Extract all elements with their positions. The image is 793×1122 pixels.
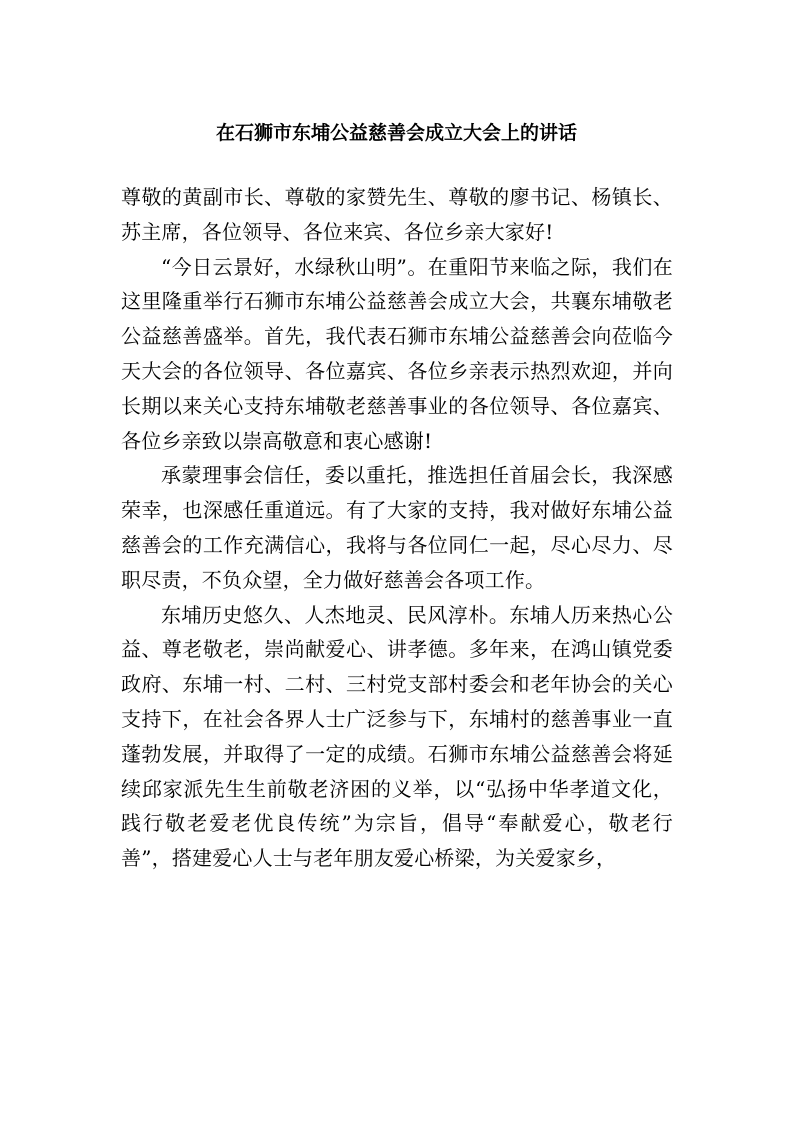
paragraph-welcome: “今日云景好，水绿秋山明”。在重阳节来临之际，我们在这里隆重举行石狮市东埔公益慈善会成立大会，共襄东埔敬老公益慈善盛举。首先，我代表石狮市东埔公益慈善会向莅临今天大会的各位领导、各位嘉宾、各位乡亲表示热烈欢迎，并向长期以来关心支持东埔敬老慈善事业的各位领导、各位嘉宾、各位乡亲致以崇高敬意和衷心感谢! bbox=[121, 254, 673, 453]
paragraph-history: 东埔历史悠久、人杰地灵、民风淳朴。东埔人历来热心公益、尊老敬老，崇尚献爱心、讲孝德。多年来，在鸿山镇党委政府、东埔一村、二村、三村党支部村委会和老年协会的关心支持下，在社会各界人士广泛参与下，东埔村的慈善事业一直蓬勃发展，并取得了一定的成绩。石狮市东埔公益慈善会将延续邱家派先生生前敬老济困的义举，以“弘扬中华孝道文化，践行敬老爱老优良传统”为宗旨，倡导“奉献爱心，敬老行善”，搭建爱心人士与老年朋友爱心桥梁，为关爱家乡， bbox=[121, 602, 673, 871]
paragraph-greeting: 尊敬的黄副市长、尊敬的家赞先生、尊敬的廖书记、杨镇长、苏主席，各位领导、各位来宾、各位乡亲大家好! bbox=[121, 185, 673, 244]
document-title: 在石狮市东埔公益慈善会成立大会上的讲话 bbox=[215, 122, 577, 144]
document-body bbox=[121, 180, 673, 876]
paragraph-appointment: 承蒙理事会信任，委以重托，推选担任首届会长，我深感荣幸，也深感任重道远。有了大家的支持，我对做好东埔公益慈善会的工作充满信心，我将与各位同仁一起，尽心尽力、尽职尽责，不负众望，全力做好慈善会各项工作。 bbox=[121, 463, 673, 592]
